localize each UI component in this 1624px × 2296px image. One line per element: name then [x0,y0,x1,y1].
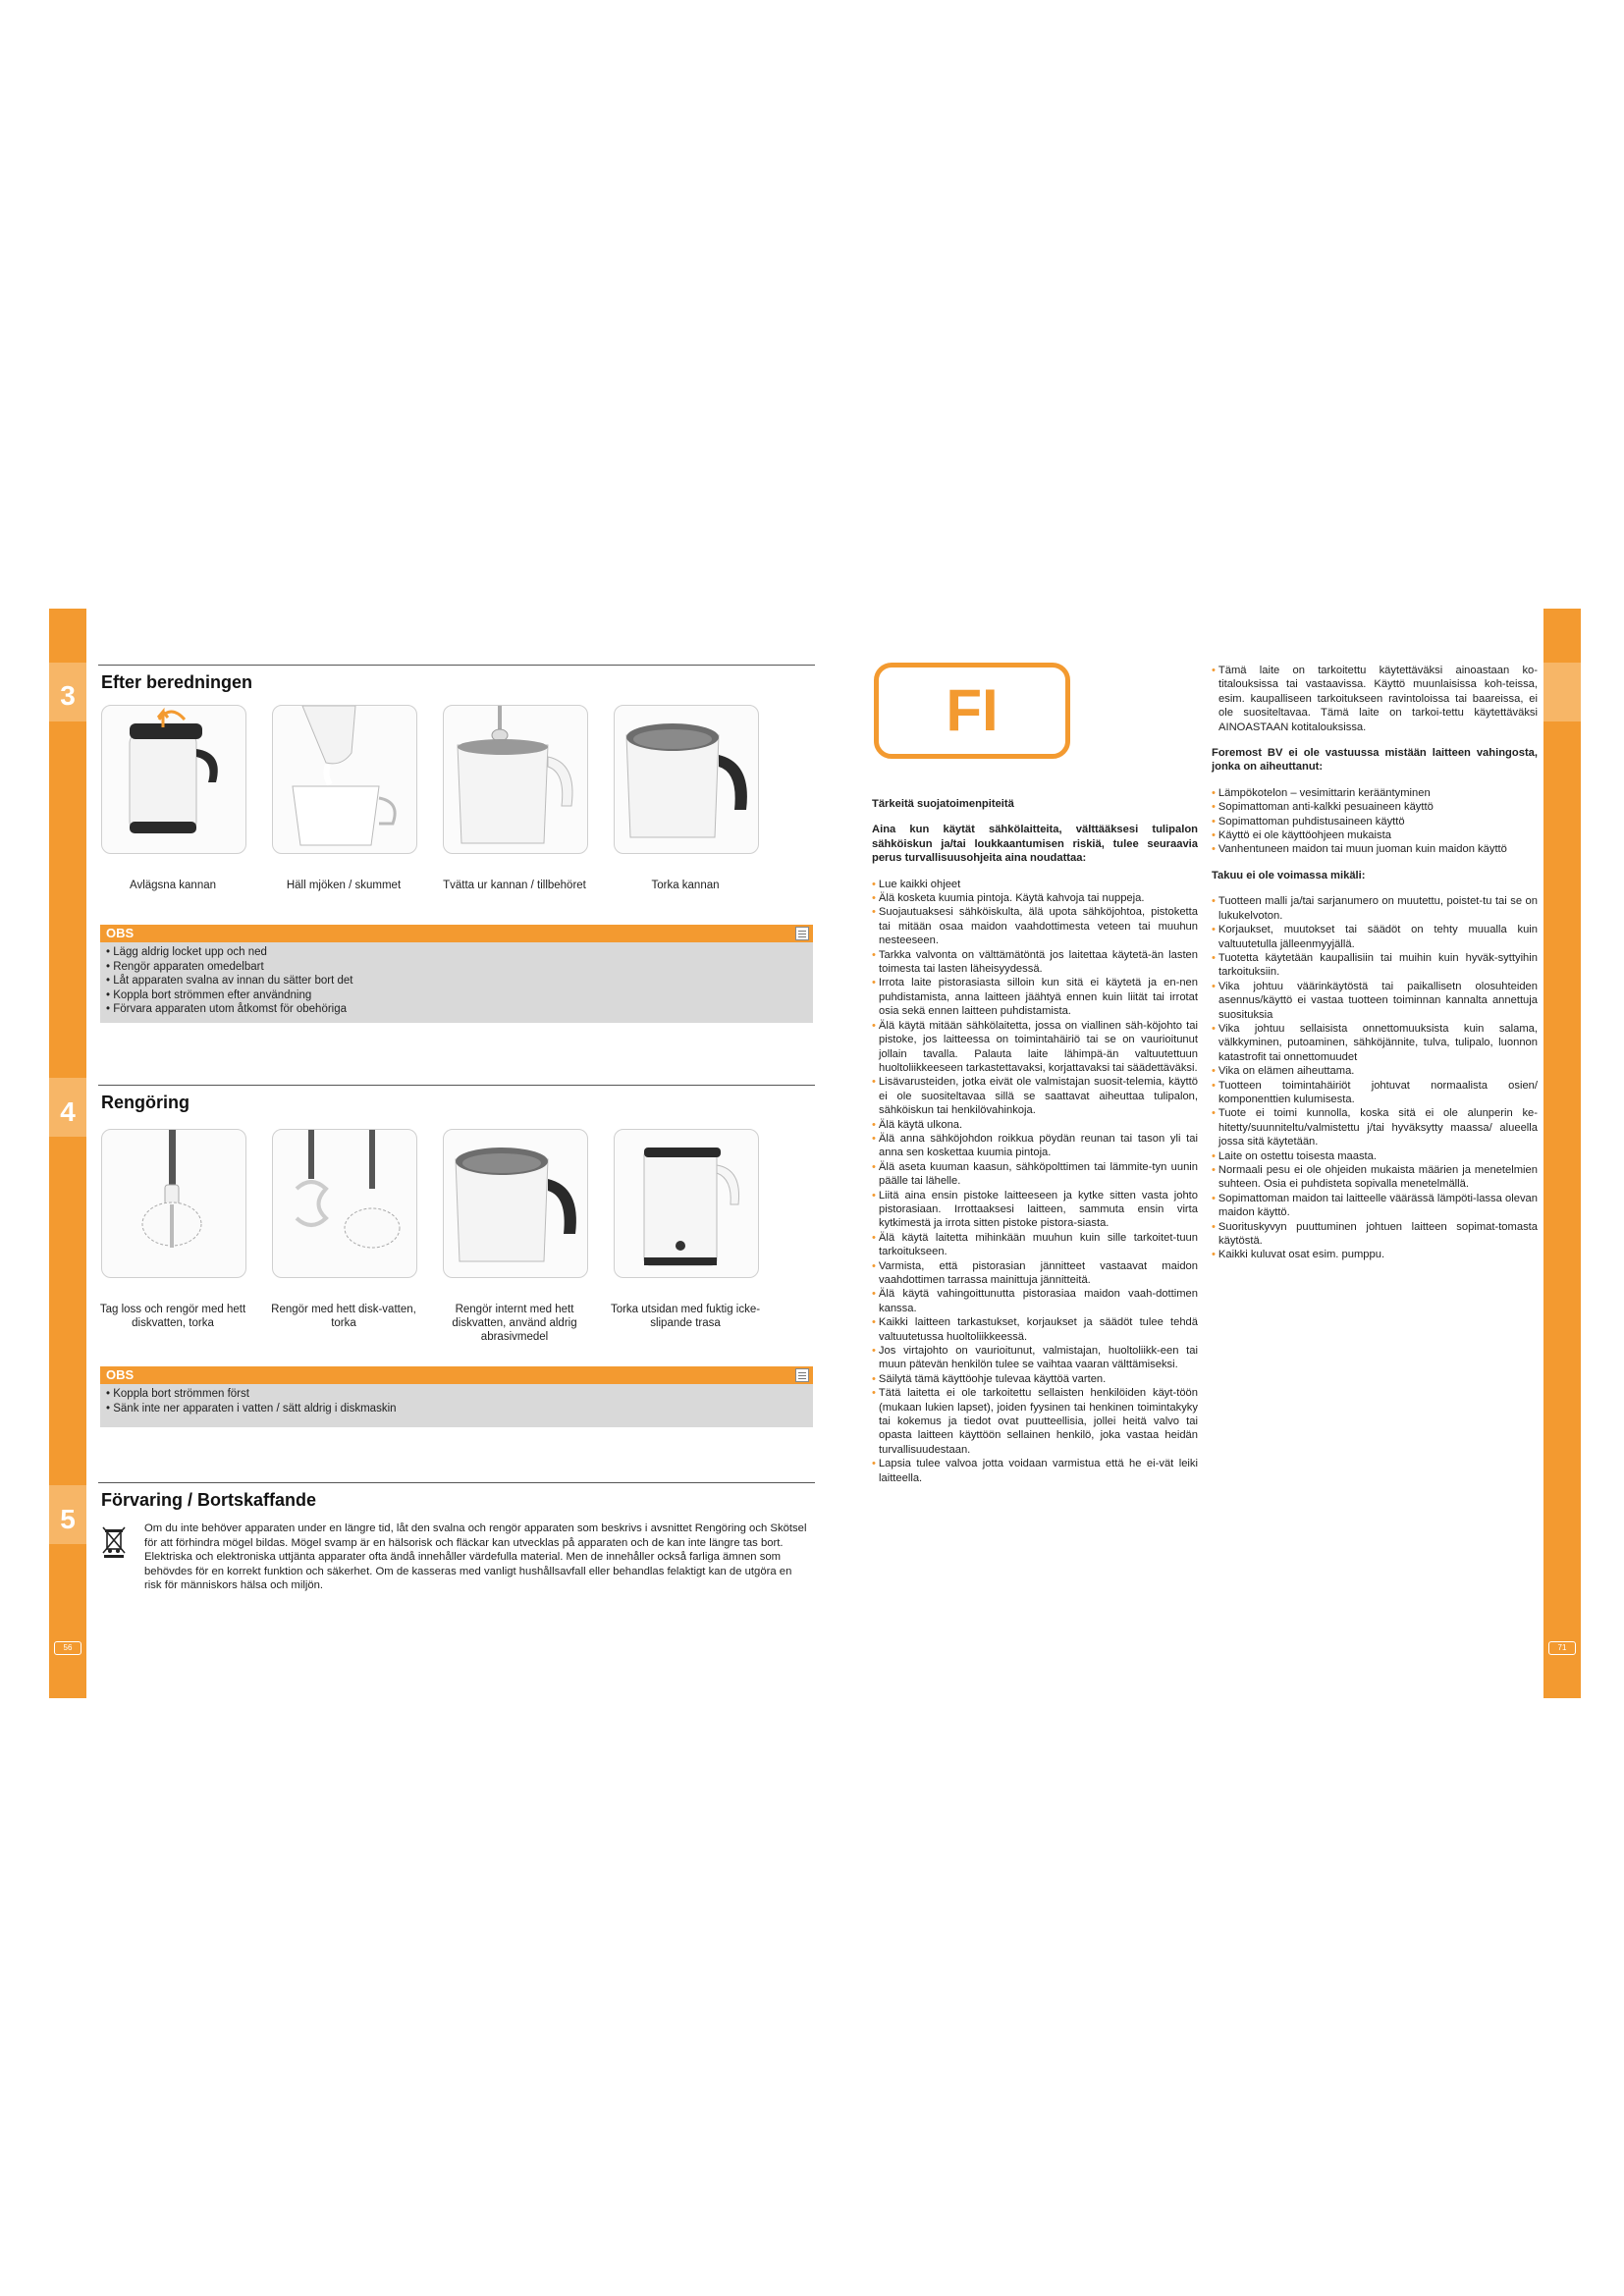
section-number-4: 4 [60,1096,76,1127]
caption: Tag loss och rengör med hett diskvatten, torka [99,1304,246,1329]
section-rule [98,665,815,666]
left-orange-bar [49,609,86,1698]
whisk-parts-image [272,1129,417,1278]
liability-list [1212,786,1538,857]
section-rule [98,1482,815,1483]
list-item: • Sopimattoman puhdistusaineen käyttö [1212,815,1538,828]
safety-list [872,878,1198,1485]
list-item: • Älä käytä mitään sähkölaitetta, jossa on viallinen säh-köjohto tai pistoke, jos laitteessa on toimintahäiriö tai se on vaurioitunut jollain tavalla. Palauta laite lähimpä-än valtuutettuun huoltoliikkeeseen tarkastettavaksi, korjattavaksi tai säädettäväksi. [872,1019,1198,1076]
list-item: • Vika johtuu sellaisista onnettomuuksista kuin salama, välkkyminen, putoaminen, sähköjännite, tulva, tulipalo, luonnon katastrofit tai onnettomuudet [1212,1022,1538,1064]
list-item: • Tuote ei toimi kunnolla, koska sitä ei ole alunperin ke-hitetty/suunniteltu/valmistettu j/tai hyväksytty maassa/ alueella jossa sitä käytetään. [1212,1106,1538,1148]
frother-image-rinse [443,705,588,854]
language-badge: FI [874,663,1070,759]
document-icon [795,927,809,940]
list-item: • Kaikki kuluvat osat esim. pumppu. [1212,1248,1538,1261]
list-item: • Irrota laite pistorasiasta silloin kun sitä ei käytetä ja en-nen puhdistamista, anna laitteen jäähtyä ennen kuin liität tai irrotat osia sekä ennen laitteen puhdistamista. [872,976,1198,1018]
list-item: • Älä käytä laitetta mihinkään muuhun kuin sille tarkoitet-tuun tarkoitukseen. [872,1231,1198,1259]
document-icon [795,1368,809,1382]
liability-heading: Foremost BV ei ole vastuussa mistään laitteen vahingosta, jonka on aiheuttanut: [1212,747,1538,774]
list-item: • Lisävarusteiden, jotka eivät ole valmistajan suosit-telemia, käyttö ei ole suositeltavaa sillä se saattavat aiheuttaa tulipalon, sähköiskun tai henkilövahinkoja. [872,1075,1198,1117]
list-item: • Tarkka valvonta on välttämätöntä jos laitettaa käytetä-än lasten toimesta tai lasten läheisyydessä. [872,948,1198,977]
list-item: • Suorituskyvyn puuttuminen johtuen laitteen sopimat-tomasta käytöstä. [1212,1220,1538,1249]
obs-header: OBS [100,925,813,942]
manual-spread [49,609,1581,1698]
safety-intro: Aina kun käytät sähkölaitteita, välttääksesi tulipalon sähköiskun ja/tai loukkaantumisen riskiä, tulee seuraavia perus turvallisuusohjeita aina noudattaa: [872,824,1198,865]
obs-item: • Sänk inte ner apparaten i vatten / sätt aldrig i diskmaskin [106,1402,807,1416]
obs-list [100,1384,813,1427]
obs-item: • Lägg aldrig locket upp och ned [106,945,807,960]
caption: Rengör internt med hett diskvatten, använd aldrig abrasivmedel [452,1304,577,1343]
obs-box [100,925,813,1023]
obs-item: • Koppla bort strömmen efter användning [106,988,807,1003]
safety-column-2 [1212,664,1538,1274]
list-item: • Suojautuaksesi sähköiskulta, älä upota sähköjohtoa, pistoketta tai mitään osaa maidon vaahdottimesta veteen tai muuhun nesteeseen. [872,905,1198,947]
warranty-heading: Takuu ei ole voimassa mikäli: [1212,869,1366,881]
frother-image-pour [272,705,417,854]
list-item: • Käyttö ei ole käyttöohjeen mukaista [1212,828,1538,842]
obs-list [100,942,813,1023]
list-item: • Sopimattoman anti-kalkki pesuaineen käyttö [1212,800,1538,814]
list-item: • Älä anna sähköjohdon roikkua pöydän reunan tai tason yli tai anna sen koskettaa kuumia pintoja. [872,1132,1198,1160]
list-item: • Tuotteen toimintahäiriöt johtuvat normaalista osien/ komponenttien kulumisesta. [1212,1079,1538,1107]
list-item: • Jos virtajohto on vaurioitunut, valmistajan, huoltoliikk-een tai muun pätevän henkilön tulee se vaihtaa vaaran välttämiseksi. [872,1344,1198,1372]
list-item: • Liitä aina ensin pistoke laitteeseen ja kytke sitten vasta johto pistorasiaan. Irrottaaksesi laitteen, sammuta ensin virta kytkimestä ja irrota sitten pistoke pistora-siasta. [872,1189,1198,1231]
list-item: • Korjaukset, muutokset tai säädöt on tehty muualla kuin valtuutetulla jälleenmyyjällä. [1212,923,1538,951]
frother-image-remove-jug [101,705,246,854]
frother-interior-image [443,1129,588,1278]
warranty-list [1212,894,1538,1262]
list-item: • Vanhentuneen maidon tai muun juoman kuin maidon käyttö [1212,842,1538,856]
caption: Tvätta ur kannan / tillbehöret [443,880,586,891]
list-item: • Tuotetta käytetään kaupallisiin tai muihin kuin hyväk-syttyihin tarkoituksiin. [1212,951,1538,980]
page-number-left: 56 [54,1641,81,1655]
list-item: • Tuotteen malli ja/tai sarjanumero on muutettu, poistet-tu tai se on lukukelvoton. [1212,894,1538,923]
obs-item: • Låt apparaten svalna av innan du sätter bort det [106,974,807,988]
section-number-3: 3 [60,680,76,711]
frother-exterior-image [614,1129,759,1278]
caption: Torka utsidan med fuktig icke-slipande trasa [610,1304,761,1329]
caption: Avlägsna kannan [129,880,217,891]
list-item: • Varmista, että pistorasian jännitteet vastaavat maidon vaahdottimen tarrassa mainittuja jännitteitä. [872,1259,1198,1288]
list-item: • Tämä laite on tarkoitettu käytettäväksi ainoastaan ko-titalouksissa tai vastaavissa. Käyttö muunlaisissa koh-teissa, esim. kaupalliseen tarkoitukseen ravintoloissa tai baareissa, ei ole suositeltavaa. Tämä laite on tarkoi-tettu käytettäväksi AINOASTAAN kotitalouksissa. [1212,664,1538,734]
section-rule [98,1085,815,1086]
frother-image-dry [614,705,759,854]
list-item: • Normaali pesu ei ole ohjeiden mukaista määrien ja menetelmien suhteen. Osia ei puhdisteta sopivalla menetelmällä. [1212,1163,1538,1192]
list-item: • Vika johtuu väärinkäytöstä tai paikallisetn olosuhteiden asennus/käyttö ei vastaa tuotteen toiminnan kannalta annettuja suosituksia [1212,980,1538,1022]
list-item: • Lue kaikki ohjeet [872,878,1198,891]
list-item: • Laite on ostettu toisesta maasta. [1212,1149,1538,1163]
obs-item: • Koppla bort strömmen först [106,1387,807,1402]
obs-header: OBS [100,1366,813,1384]
page-number-right: 71 [1548,1641,1576,1655]
list-item: • Älä kosketa kuumia pintoja. Käytä kahvoja tai nuppeja. [872,891,1198,905]
safety-heading: Tärkeitä suojatoimenpiteitä [872,798,1014,810]
section-number-5: 5 [60,1504,76,1534]
list-item: • Lämpökotelon – vesimittarin kerääntyminen [1212,786,1538,800]
caption: Rengör med hett disk-vatten, torka [271,1304,416,1329]
list-item: • Kaikki laitteen tarkastukset, korjaukset ja säädöt tulee tehdä valtuutetussa huoltoliikkeessä. [872,1315,1198,1344]
obs-item: • Rengör apparaten omedelbart [106,960,807,975]
section-title: Efter beredningen [101,672,253,692]
list-item: • Säilytä tämä käyttöohje tulevaa käyttöä varten. [872,1372,1198,1386]
obs-box [100,1366,813,1427]
caption: Häll mjöken / skummet [286,880,402,891]
list-item: • Vika on elämen aiheuttama. [1212,1064,1538,1078]
list-item: • Sopimattoman maidon tai laitteelle väärässä lämpöti-lassa olevan maidon käyttö. [1212,1192,1538,1220]
household-note [1212,664,1538,734]
whisk-image [101,1129,246,1278]
caption: Torka kannan [651,880,720,891]
section-title: Rengöring [101,1093,189,1112]
list-item: • Älä käytä vahingoittunutta pistorasiaa maidon vaah-dottimen kanssa. [872,1287,1198,1315]
right-orange-bar [1543,609,1581,1698]
safety-column-1 [872,797,1198,1497]
list-item: • Tätä laitetta ei ole tarkoitettu sellaisten henkilöiden käyt-töön (mukaan lukien lapset), joiden fyysinen tai henkinen toimintakyky tai kokemus ja tiedot ovat puutteellisia, jollei heitä valvo tai opasta laitteen käyttöön sellainen henkilö, joka vastaa heidän turvallisuudestaan. [872,1386,1198,1457]
list-item: • Lapsia tulee valvoa jotta voidaan varmistua että he ei-vät leiki laitteella. [872,1457,1198,1485]
section-title: Förvaring / Bortskaffande [101,1490,317,1510]
obs-item: • Förvara apparaten utom åtkomst för obehöriga [106,1002,807,1017]
list-item: • Älä käytä ulkona. [872,1118,1198,1132]
weee-crossed-bin-icon [100,1525,128,1559]
list-item: • Älä aseta kuuman kaasun, sähköpolttimen tai lämmite-tyn uunin päälle tai lähelle. [872,1160,1198,1189]
disposal-text: Om du inte behöver apparaten under en längre tid, låt den svalna och rengör apparaten som beskrivs i avsnittet Rengöring och Skötsel för att förhindra mögel bildas. Mögel svamp är en hälsorisk och fläckar kan utvecklas på apparaten och de kan inte längre tas bort. Elektriska och elektroniska uttjänta apparater ofta ändå innehåller värdefulla material. Men de innehåller också farliga ämnen som behövdes för en korrekt funktion och säkerhet. Om de kasseras med vanligt hushållsavfall eller behandlas felaktigt kan de utgöra en risk för människors hälsa och miljön. [144,1522,807,1592]
